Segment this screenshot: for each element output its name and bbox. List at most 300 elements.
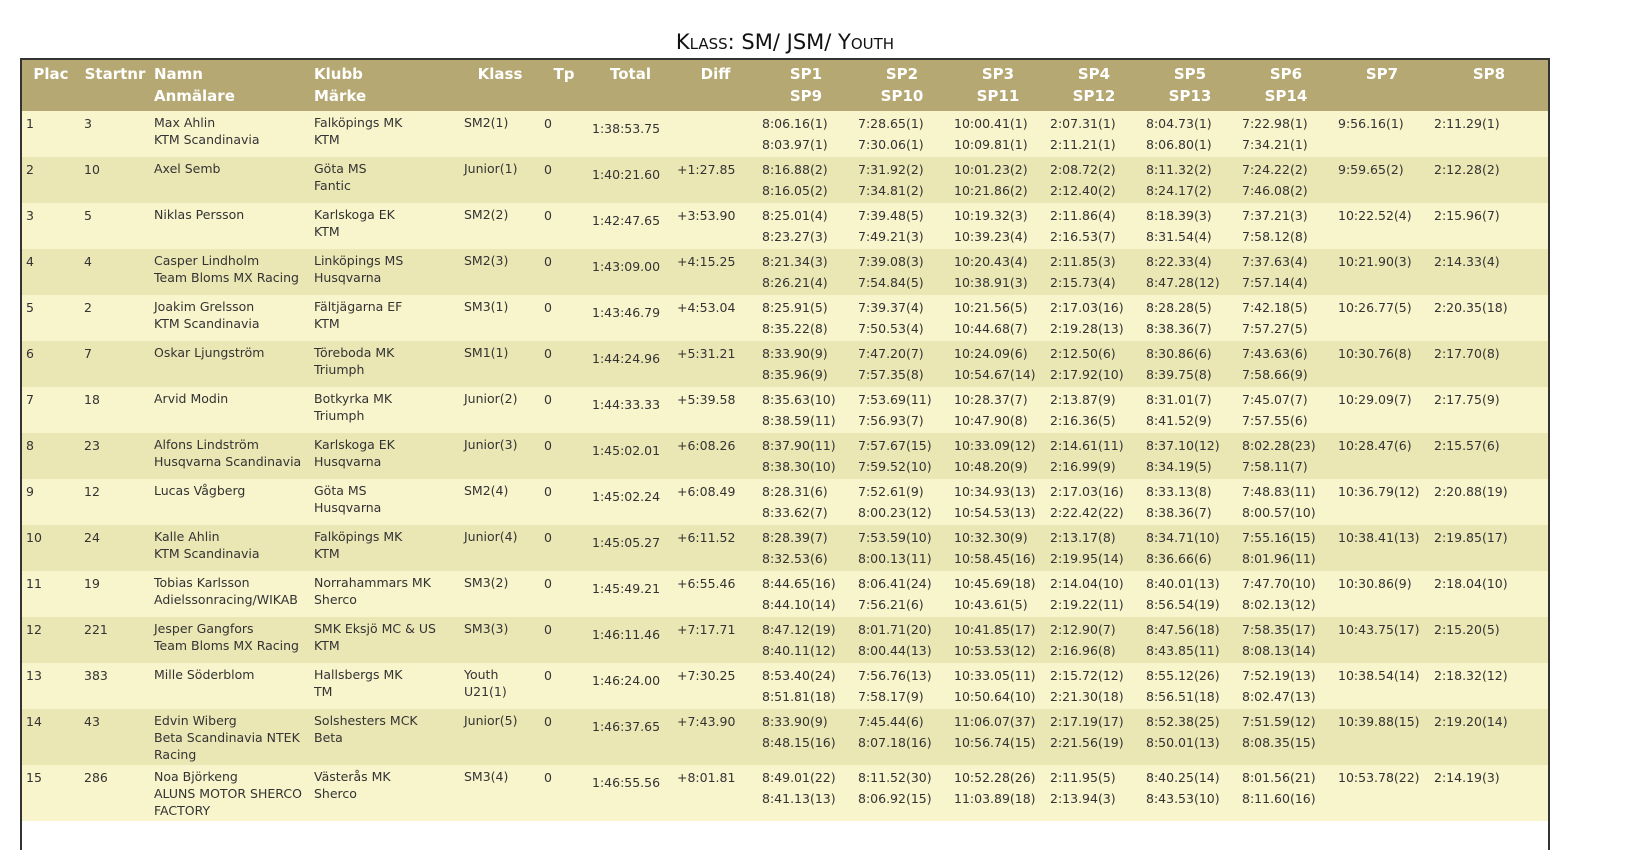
- value-namn: Jesper Gangfors: [154, 621, 254, 636]
- page-title: Klass: SM/ JSM/ Youth: [675, 30, 895, 54]
- cell-sp5-sp13: [1142, 111, 1238, 157]
- cell-sp3-sp11: [950, 157, 1046, 203]
- cell-sp5-sp13: [1142, 709, 1238, 765]
- value-sp8: 2:11.29(1): [1434, 116, 1500, 131]
- cell-tp: [540, 479, 588, 525]
- value-plac: 6: [26, 346, 34, 361]
- value-sp12: 2:13.94(3): [1050, 791, 1116, 806]
- value-sp2: 7:39.48(5): [858, 208, 924, 223]
- cell-sp7: [1334, 525, 1430, 571]
- table-row[interactable]: [22, 765, 1548, 821]
- value-klubb: Botkyrka MK: [314, 391, 393, 406]
- value-sp10: 7:56.93(7): [858, 413, 924, 428]
- value-sp10: 8:00.23(12): [858, 505, 932, 520]
- value-sp1: 8:06.16(1): [762, 116, 828, 131]
- value-total: 1:43:46.79: [592, 305, 661, 320]
- cell-startnr: [80, 525, 150, 571]
- cell-sp4-sp12: [1046, 765, 1142, 821]
- cell-sp6-sp14: [1238, 617, 1334, 663]
- table-row[interactable]: [22, 341, 1548, 387]
- table-row[interactable]: [22, 157, 1548, 203]
- table-row[interactable]: [22, 249, 1548, 295]
- table-row[interactable]: [22, 571, 1548, 617]
- cell-plac: [22, 765, 80, 821]
- value-sp14: 8:02.13(12): [1242, 597, 1316, 612]
- cell-namn-anmalare: [150, 709, 310, 765]
- value-sp2: 7:45.44(6): [858, 714, 924, 729]
- cell-startnr: [80, 249, 150, 295]
- table-row[interactable]: [22, 525, 1548, 571]
- cell-tp: [540, 663, 588, 709]
- value-sp12: 2:21.30(18): [1050, 689, 1124, 704]
- cell-total: [588, 157, 673, 203]
- value-sp7: 10:30.76(8): [1338, 346, 1412, 361]
- cell-sp3-sp11: [950, 571, 1046, 617]
- value-sp9: 8:32.53(6): [762, 551, 828, 566]
- table-row[interactable]: [22, 709, 1548, 765]
- value-sp3: 10:24.09(6): [954, 346, 1028, 361]
- value-sp10: 8:00.13(11): [858, 551, 932, 566]
- value-klubb: Töreboda MK: [314, 345, 395, 360]
- value-sp12: 2:19.28(13): [1050, 321, 1124, 336]
- value-sp4: 2:11.85(3): [1050, 254, 1116, 269]
- value-sp7: 10:30.86(9): [1338, 576, 1412, 591]
- value-startnr: 23: [84, 438, 100, 453]
- value-sp4: 2:11.95(5): [1050, 770, 1116, 785]
- value-sp9: 8:38.30(10): [762, 459, 836, 474]
- value-sp1: 8:28.31(6): [762, 484, 828, 499]
- cell-klass: [460, 387, 540, 433]
- value-tp: 0: [544, 438, 552, 453]
- value-sp2: 7:56.76(13): [858, 668, 932, 683]
- cell-klass: [460, 111, 540, 157]
- value-sp6: 8:02.28(23): [1242, 438, 1316, 453]
- cell-namn-anmalare: [150, 571, 310, 617]
- cell-diff: [673, 157, 758, 203]
- col-sp5: SP5: [1173, 65, 1207, 83]
- value-diff: +6:08.49: [677, 484, 736, 499]
- value-startnr: 10: [84, 162, 100, 177]
- value-startnr: 18: [84, 392, 100, 407]
- value-tp: 0: [544, 714, 552, 729]
- table-row[interactable]: [22, 295, 1548, 341]
- value-sp14: 8:11.60(16): [1242, 791, 1316, 806]
- value-sp7: 10:29.09(7): [1338, 392, 1412, 407]
- value-total: 1:45:49.21: [592, 581, 661, 596]
- value-plac: 1: [26, 116, 34, 131]
- cell-namn-anmalare: [150, 479, 310, 525]
- value-sp3: 10:45.69(18): [954, 576, 1036, 591]
- value-diff: +7:30.25: [677, 668, 736, 683]
- cell-sp5-sp13: [1142, 479, 1238, 525]
- cell-diff: [673, 617, 758, 663]
- cell-sp6-sp14: [1238, 571, 1334, 617]
- value-klass: Junior(5): [464, 713, 518, 728]
- cell-sp1-sp9: [758, 249, 854, 295]
- value-namn: Tobias Karlsson: [154, 575, 250, 590]
- value-diff: +1:27.85: [677, 162, 736, 177]
- value-sp3: 10:33.09(12): [954, 438, 1036, 453]
- value-sp1: 8:25.01(4): [762, 208, 828, 223]
- value-klubb: Hallsbergs MK: [314, 667, 403, 682]
- cell-tp: [540, 295, 588, 341]
- cell-startnr: [80, 203, 150, 249]
- value-sp14: 7:58.66(9): [1242, 367, 1308, 382]
- value-plac: 11: [26, 576, 42, 591]
- cell-namn-anmalare: [150, 203, 310, 249]
- cell-startnr: [80, 571, 150, 617]
- value-klubb: Falköpings MK: [314, 529, 403, 544]
- cell-sp8: [1430, 157, 1548, 203]
- value-anmalare: Team Bloms MX Racing: [154, 270, 299, 285]
- cell-plac: [22, 479, 80, 525]
- value-sp13: 8:56.54(19): [1146, 597, 1220, 612]
- value-sp11: 11:03.89(18): [954, 791, 1036, 806]
- value-startnr: 2: [84, 300, 92, 315]
- value-anmalare: KTM Scandinavia: [154, 546, 260, 561]
- table-row[interactable]: [22, 617, 1548, 663]
- col-klubb-marke[interactable]: [310, 60, 460, 111]
- value-sp1: 8:53.40(24): [762, 668, 836, 683]
- value-sp8: 2:14.19(3): [1434, 770, 1500, 785]
- value-sp6: 7:55.16(15): [1242, 530, 1316, 545]
- value-diff: +8:01.81: [677, 770, 736, 785]
- col-total[interactable]: Total: [588, 60, 673, 111]
- value-sp8: 2:15.96(7): [1434, 208, 1500, 223]
- value-sp14: 8:02.47(13): [1242, 689, 1316, 704]
- col-sp6-sp14[interactable]: [1238, 60, 1334, 111]
- cell-sp4-sp12: [1046, 663, 1142, 709]
- value-marke: KTM: [314, 638, 340, 653]
- results-table: [22, 60, 1548, 821]
- value-total: 1:46:11.46: [592, 627, 661, 642]
- value-sp8: 2:17.70(8): [1434, 346, 1500, 361]
- col-marke: Märke: [314, 87, 367, 105]
- cell-tp: [540, 709, 588, 765]
- cell-namn-anmalare: [150, 387, 310, 433]
- cell-klubb-marke: [310, 203, 460, 249]
- value-marke: KTM: [314, 546, 340, 561]
- cell-sp4-sp12: [1046, 249, 1142, 295]
- cell-sp8: [1430, 765, 1548, 821]
- value-marke: Beta: [314, 730, 343, 745]
- cell-klass: [460, 341, 540, 387]
- value-sp8: 2:18.32(12): [1434, 668, 1508, 683]
- cell-sp8: [1430, 525, 1548, 571]
- value-sp1: 8:25.91(5): [762, 300, 828, 315]
- value-sp9: 8:51.81(18): [762, 689, 836, 704]
- value-total: 1:40:21.60: [592, 167, 661, 182]
- results-table-container: [20, 58, 1550, 850]
- value-sp1: 8:37.90(11): [762, 438, 836, 453]
- cell-sp2-sp10: [854, 571, 950, 617]
- value-startnr: 383: [84, 668, 108, 683]
- cell-total: [588, 525, 673, 571]
- cell-total: [588, 203, 673, 249]
- col-sp8[interactable]: SP8: [1430, 60, 1548, 111]
- value-sp6: 7:58.35(17): [1242, 622, 1316, 637]
- value-tp: 0: [544, 300, 552, 315]
- cell-sp4-sp12: [1046, 387, 1142, 433]
- value-sp14: 7:57.55(6): [1242, 413, 1308, 428]
- cell-sp3-sp11: [950, 295, 1046, 341]
- value-sp5: 8:11.32(2): [1146, 162, 1212, 177]
- value-diff: +4:15.25: [677, 254, 736, 269]
- value-total: 1:45:02.24: [592, 489, 661, 504]
- value-klass: Junior(1): [464, 161, 518, 176]
- cell-sp2-sp10: [854, 249, 950, 295]
- value-sp14: 7:57.27(5): [1242, 321, 1308, 336]
- value-sp9: 8:44.10(14): [762, 597, 836, 612]
- table-row[interactable]: [22, 663, 1548, 709]
- col-sp5-sp13[interactable]: [1142, 60, 1238, 111]
- value-sp9: 8:33.62(7): [762, 505, 828, 520]
- value-sp9: 8:40.11(12): [762, 643, 836, 658]
- value-klubb: SMK Eksjö MC & US: [314, 621, 436, 636]
- value-sp11: 10:21.86(2): [954, 183, 1028, 198]
- value-sp8: 2:17.75(9): [1434, 392, 1500, 407]
- value-sp12: 2:22.42(22): [1050, 505, 1124, 520]
- cell-sp2-sp10: [854, 157, 950, 203]
- cell-sp4-sp12: [1046, 525, 1142, 571]
- value-klass: Junior(3): [464, 437, 518, 452]
- value-diff: +6:08.26: [677, 438, 736, 453]
- cell-plac: [22, 617, 80, 663]
- table-row[interactable]: [22, 479, 1548, 525]
- value-sp1: 8:33.90(9): [762, 714, 828, 729]
- value-sp14: 7:58.12(8): [1242, 229, 1308, 244]
- cell-sp3-sp11: [950, 479, 1046, 525]
- cell-diff: [673, 341, 758, 387]
- value-klass: SM3(1): [464, 299, 509, 314]
- value-sp12: 2:16.36(5): [1050, 413, 1116, 428]
- value-plac: 10: [26, 530, 42, 545]
- value-sp11: 10:47.90(8): [954, 413, 1028, 428]
- value-sp13: 8:41.52(9): [1146, 413, 1212, 428]
- value-sp12: 2:19.95(14): [1050, 551, 1124, 566]
- cell-sp5-sp13: [1142, 249, 1238, 295]
- value-sp4: 2:08.72(2): [1050, 162, 1116, 177]
- cell-sp7: [1334, 663, 1430, 709]
- value-sp1: 8:21.34(3): [762, 254, 828, 269]
- value-marke: Husqvarna: [314, 454, 382, 469]
- cell-sp7: [1334, 479, 1430, 525]
- value-sp4: 2:07.31(1): [1050, 116, 1116, 131]
- value-klass: Junior(4): [464, 529, 518, 544]
- cell-sp2-sp10: [854, 525, 950, 571]
- value-sp10: 8:07.18(16): [858, 735, 932, 750]
- value-namn: Axel Semb: [154, 161, 221, 176]
- cell-sp3-sp11: [950, 387, 1046, 433]
- cell-sp6-sp14: [1238, 765, 1334, 821]
- value-plac: 12: [26, 622, 42, 637]
- value-sp1: 8:16.88(2): [762, 162, 828, 177]
- value-plac: 8: [26, 438, 34, 453]
- col-sp7[interactable]: SP7: [1334, 60, 1430, 111]
- cell-sp8: [1430, 249, 1548, 295]
- value-sp11: 10:43.61(5): [954, 597, 1028, 612]
- value-sp13: 8:43.85(11): [1146, 643, 1220, 658]
- col-sp2: SP2: [885, 65, 919, 83]
- col-sp1-sp9[interactable]: [758, 60, 854, 111]
- value-sp14: 8:08.35(15): [1242, 735, 1316, 750]
- value-namn: Edvin Wiberg: [154, 713, 237, 728]
- cell-sp1-sp9: [758, 663, 854, 709]
- cell-plac: [22, 525, 80, 571]
- cell-sp2-sp10: [854, 479, 950, 525]
- col-sp1: SP1: [789, 65, 823, 83]
- value-sp8: 2:14.33(4): [1434, 254, 1500, 269]
- cell-sp6-sp14: [1238, 709, 1334, 765]
- value-total: 1:44:33.33: [592, 397, 661, 412]
- value-marke: KTM: [314, 316, 340, 331]
- col-plac[interactable]: Plac: [22, 60, 80, 111]
- cell-sp6-sp14: [1238, 203, 1334, 249]
- value-sp14: 7:46.08(2): [1242, 183, 1308, 198]
- value-klass: SM2(2): [464, 207, 509, 222]
- value-sp11: 10:58.45(16): [954, 551, 1036, 566]
- value-klubb: Västerås MK: [314, 769, 391, 784]
- value-sp5: 8:33.13(8): [1146, 484, 1212, 499]
- value-sp2: 7:52.61(9): [858, 484, 924, 499]
- table-row[interactable]: [22, 111, 1548, 157]
- cell-namn-anmalare: [150, 765, 310, 821]
- value-sp11: 10:38.91(3): [954, 275, 1028, 290]
- cell-sp5-sp13: [1142, 203, 1238, 249]
- cell-sp3-sp11: [950, 663, 1046, 709]
- value-klubb: Göta MS: [314, 161, 367, 176]
- cell-klubb-marke: [310, 617, 460, 663]
- cell-sp5-sp13: [1142, 663, 1238, 709]
- value-anmalare: ALUNS MOTOR SHERCO FACTORY: [154, 786, 302, 818]
- value-sp6: 7:42.18(5): [1242, 300, 1308, 315]
- value-diff: +7:17.71: [677, 622, 736, 637]
- value-sp7: 10:22.52(4): [1338, 208, 1412, 223]
- cell-total: [588, 341, 673, 387]
- cell-diff: [673, 663, 758, 709]
- value-klass: SM3(2): [464, 575, 509, 590]
- cell-klubb-marke: [310, 765, 460, 821]
- value-startnr: 221: [84, 622, 108, 637]
- value-sp11: 10:53.53(12): [954, 643, 1036, 658]
- value-sp6: 7:52.19(13): [1242, 668, 1316, 683]
- value-sp10: 8:00.44(13): [858, 643, 932, 658]
- value-plac: 9: [26, 484, 34, 499]
- cell-sp7: [1334, 341, 1430, 387]
- cell-klubb-marke: [310, 111, 460, 157]
- value-sp2: 7:31.92(2): [858, 162, 924, 177]
- value-marke: Triumph: [314, 408, 365, 423]
- value-klass: SM2(1): [464, 115, 509, 130]
- value-sp13: 8:39.75(8): [1146, 367, 1212, 382]
- table-row[interactable]: [22, 203, 1548, 249]
- value-sp3: 10:28.37(7): [954, 392, 1028, 407]
- value-sp1: 8:33.90(9): [762, 346, 828, 361]
- cell-sp6-sp14: [1238, 387, 1334, 433]
- value-startnr: 43: [84, 714, 100, 729]
- col-sp12: SP12: [1072, 87, 1116, 105]
- value-sp9: 8:03.97(1): [762, 137, 828, 152]
- col-klass[interactable]: Klass: [460, 60, 540, 111]
- value-diff: +5:31.21: [677, 346, 736, 361]
- col-sp2-sp10[interactable]: [854, 60, 950, 111]
- value-sp12: 2:19.22(11): [1050, 597, 1124, 612]
- value-klubb: Fältjägarna EF: [314, 299, 403, 314]
- value-sp11: 10:39.23(4): [954, 229, 1028, 244]
- value-sp13: 8:50.01(13): [1146, 735, 1220, 750]
- cell-total: [588, 295, 673, 341]
- value-sp12: 2:15.73(4): [1050, 275, 1116, 290]
- value-sp3: 10:20.43(4): [954, 254, 1028, 269]
- col-sp3-sp11[interactable]: [950, 60, 1046, 111]
- value-sp5: 8:22.33(4): [1146, 254, 1212, 269]
- value-sp14: 8:01.96(11): [1242, 551, 1316, 566]
- cell-startnr: [80, 709, 150, 765]
- value-tp: 0: [544, 392, 552, 407]
- cell-sp4-sp12: [1046, 479, 1142, 525]
- cell-total: [588, 765, 673, 821]
- cell-startnr: [80, 295, 150, 341]
- value-sp4: 2:17.03(16): [1050, 300, 1124, 315]
- cell-klass: [460, 249, 540, 295]
- col-diff[interactable]: Diff: [673, 60, 758, 111]
- value-sp9: 8:35.22(8): [762, 321, 828, 336]
- value-sp10: 7:50.53(4): [858, 321, 924, 336]
- value-sp7: 10:39.88(15): [1338, 714, 1420, 729]
- value-tp: 0: [544, 116, 552, 131]
- value-namn: Noa Björkeng: [154, 769, 238, 784]
- value-diff: +3:53.90: [677, 208, 736, 223]
- cell-startnr: [80, 341, 150, 387]
- value-sp7: 10:43.75(17): [1338, 622, 1420, 637]
- value-klass: SM3(3): [464, 621, 509, 636]
- col-startnr[interactable]: Startnr: [80, 60, 150, 111]
- value-klubb: Karlskoga EK: [314, 207, 395, 222]
- cell-sp5-sp13: [1142, 341, 1238, 387]
- value-sp4: 2:11.86(4): [1050, 208, 1116, 223]
- value-total: 1:46:37.65: [592, 719, 661, 734]
- cell-klass: [460, 479, 540, 525]
- col-sp4: SP4: [1077, 65, 1111, 83]
- value-sp1: 8:49.01(22): [762, 770, 836, 785]
- value-sp5: 8:34.71(10): [1146, 530, 1220, 545]
- cell-namn-anmalare: [150, 249, 310, 295]
- value-sp1: 8:47.12(19): [762, 622, 836, 637]
- cell-sp6-sp14: [1238, 433, 1334, 479]
- cell-sp8: [1430, 663, 1548, 709]
- cell-sp1-sp9: [758, 571, 854, 617]
- cell-klubb-marke: [310, 157, 460, 203]
- col-tp[interactable]: Tp: [540, 60, 588, 111]
- value-sp2: 7:47.20(7): [858, 346, 924, 361]
- value-sp13: 8:31.54(4): [1146, 229, 1212, 244]
- col-sp4-sp12[interactable]: [1046, 60, 1142, 111]
- value-sp7: 10:26.77(5): [1338, 300, 1412, 315]
- cell-diff: [673, 765, 758, 821]
- cell-total: [588, 617, 673, 663]
- value-total: 1:45:02.01: [592, 443, 661, 458]
- cell-sp7: [1334, 765, 1430, 821]
- cell-sp6-sp14: [1238, 663, 1334, 709]
- value-sp10: 8:06.92(15): [858, 791, 932, 806]
- col-namn-anmalare[interactable]: [150, 60, 310, 111]
- value-total: 1:46:24.00: [592, 673, 661, 688]
- value-namn: Oskar Ljungström: [154, 345, 265, 360]
- table-row[interactable]: [22, 433, 1548, 479]
- table-row[interactable]: [22, 387, 1548, 433]
- cell-klass: [460, 765, 540, 821]
- value-sp10: 7:57.35(8): [858, 367, 924, 382]
